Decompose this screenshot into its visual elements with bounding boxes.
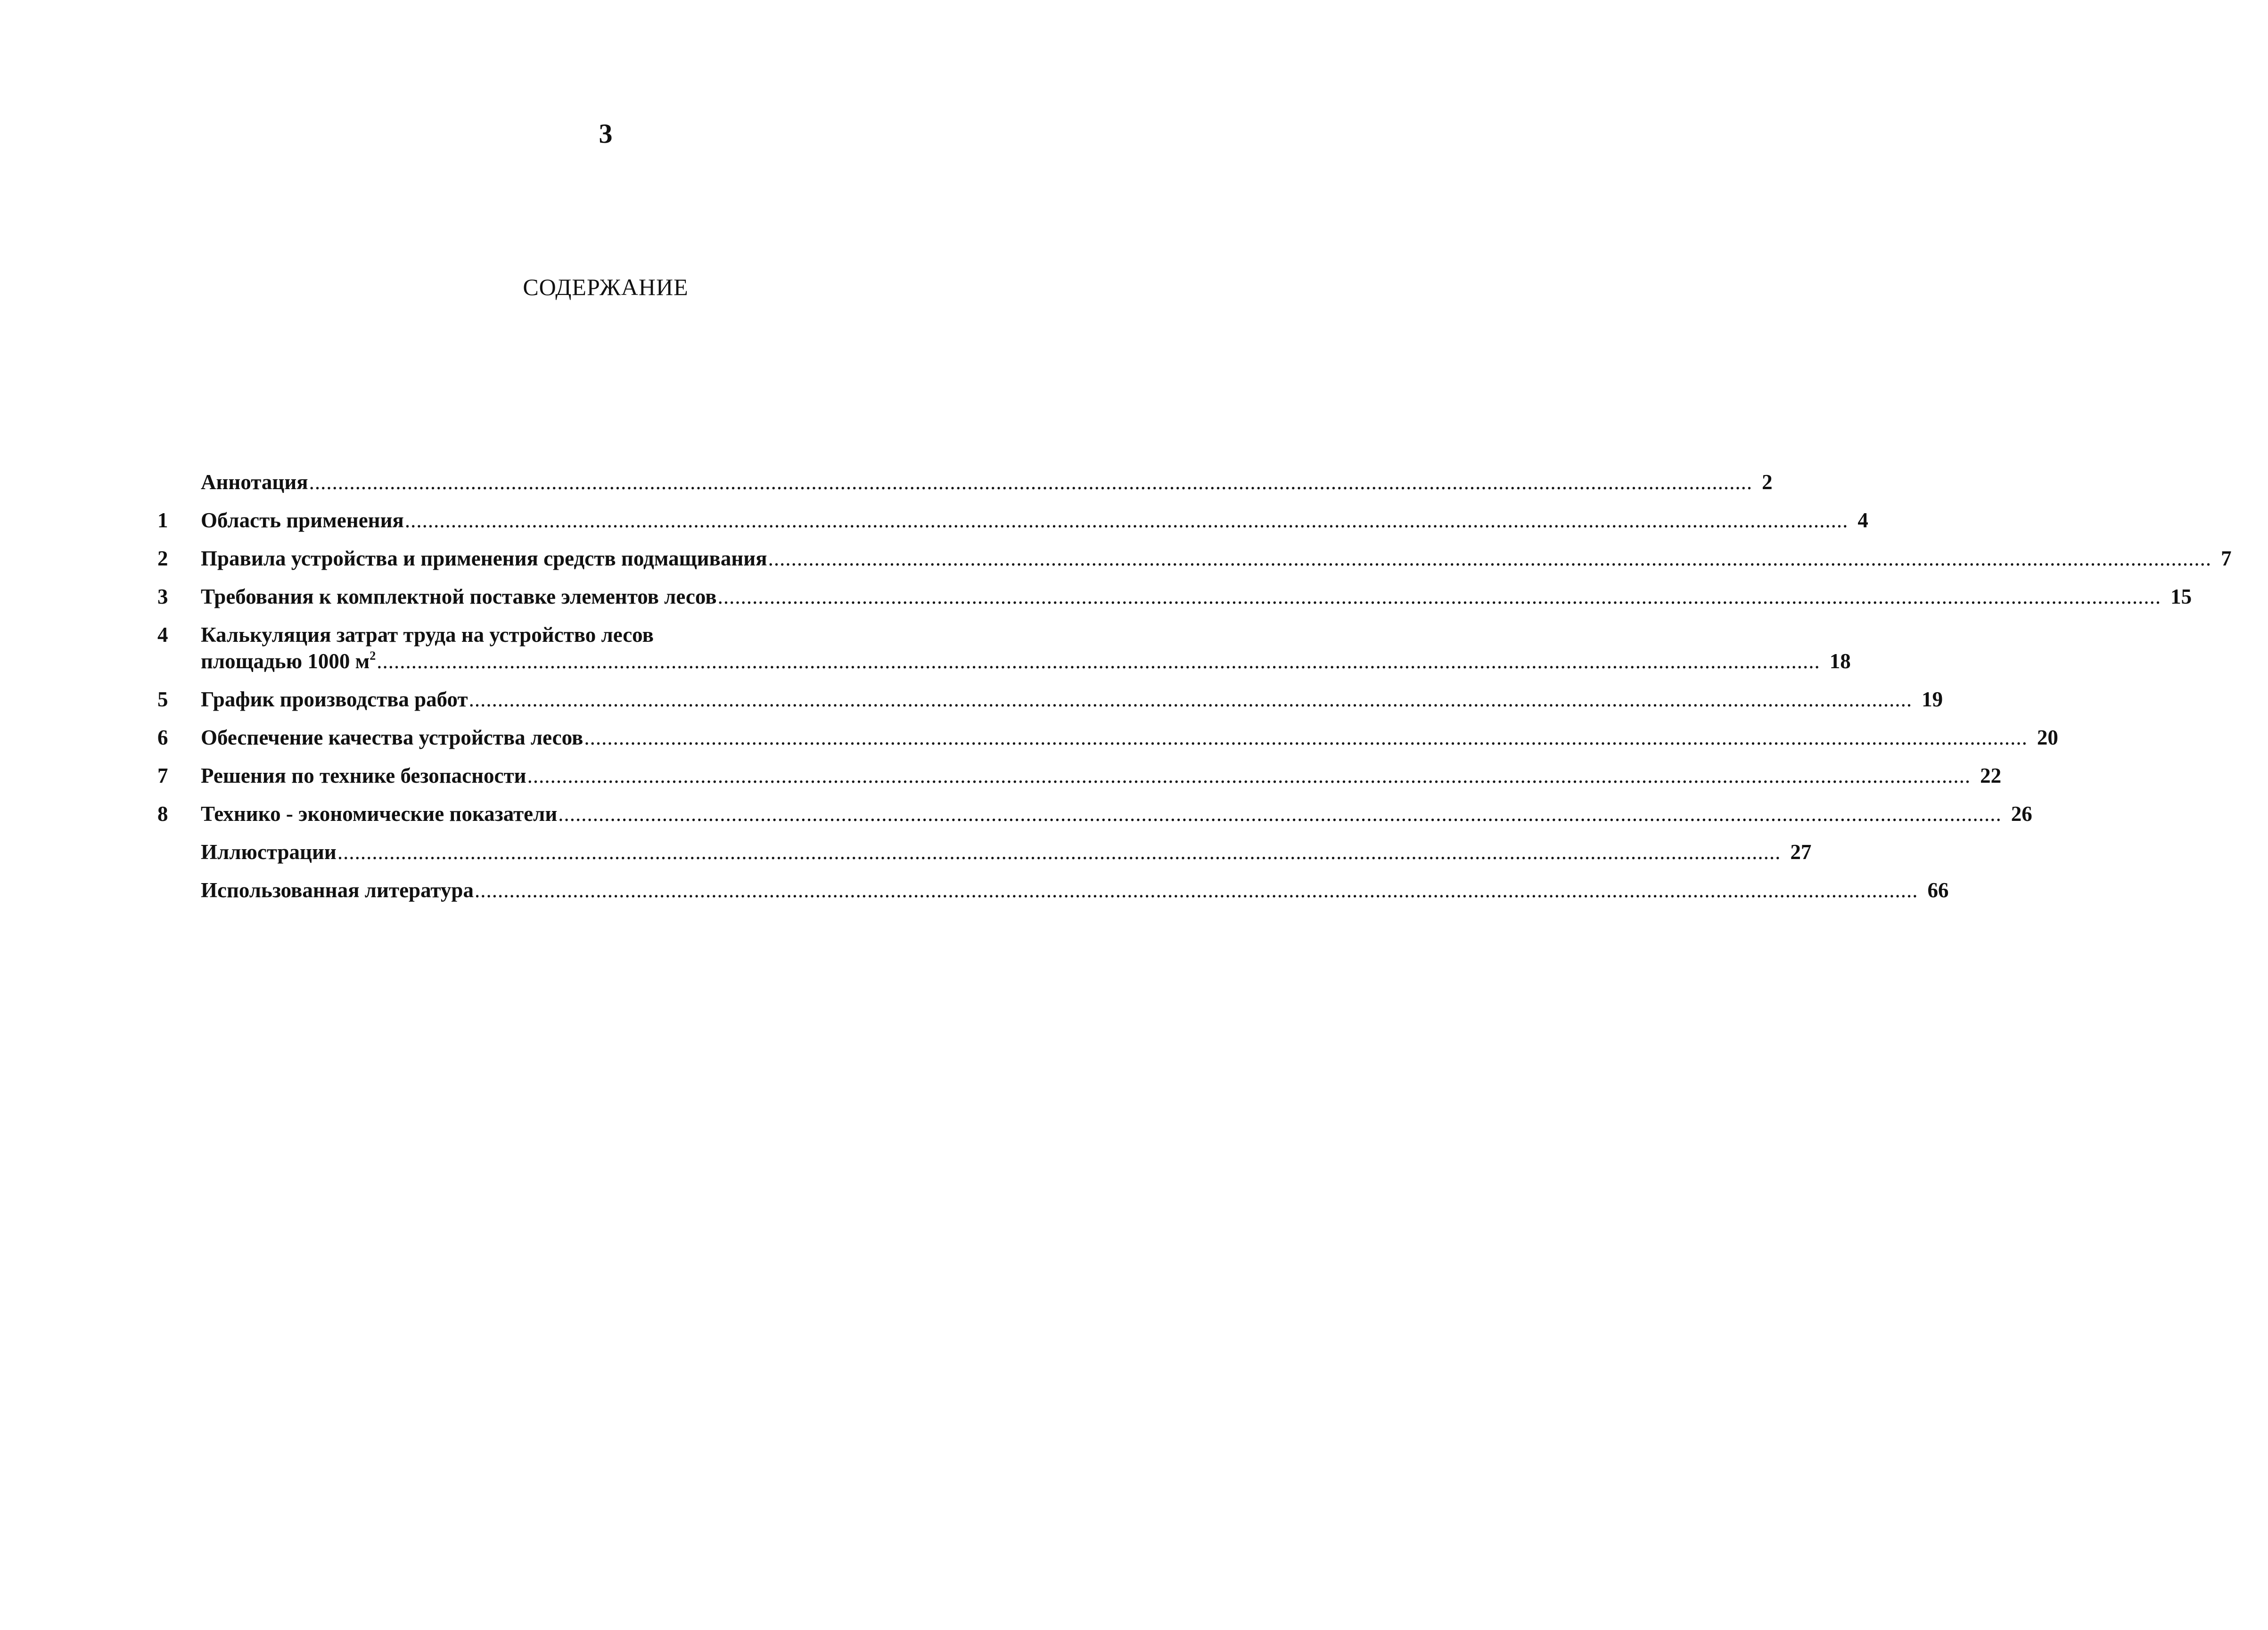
page-title: СОДЕРЖАНИЕ	[523, 274, 689, 300]
toc-entry-8[interactable]	[156, 801, 2032, 827]
toc-entry-number: 7	[157, 764, 168, 787]
toc-leader-dots	[309, 469, 1753, 495]
toc-entry-number: 6	[157, 726, 168, 749]
toc-entry-title: Использованная литература	[201, 878, 474, 902]
toc-entry-title: Область применения	[201, 508, 404, 532]
toc-entry-page: 26	[2011, 802, 2032, 826]
toc-entry-annotation[interactable]	[156, 469, 1773, 495]
toc-entry-5[interactable]	[156, 686, 1943, 713]
superscript-2: 2	[370, 649, 376, 663]
toc-entry-6[interactable]	[156, 724, 2058, 751]
toc-leader-dots	[768, 545, 2212, 572]
toc-entry-illustrations[interactable]	[156, 839, 1812, 865]
toc-entry-number: 4	[157, 623, 168, 647]
toc-entry-page: 18	[1829, 649, 1851, 673]
toc-entry-3[interactable]	[156, 583, 2192, 610]
toc-leader-dots	[558, 801, 2002, 827]
toc-leader-dots	[469, 686, 1913, 713]
toc-entry-2[interactable]	[156, 545, 2232, 572]
toc-entry-page: 20	[2037, 726, 2058, 749]
toc-entry-references[interactable]	[156, 877, 1949, 903]
toc-leader-dots	[718, 583, 2161, 610]
toc-entry-title: Аннотация	[201, 470, 308, 494]
toc-entry-page: 15	[2170, 585, 2192, 608]
toc-entry-page: 7	[2221, 547, 2232, 570]
toc-entry-title: Требования к комплектной поставке элементов лесов	[201, 585, 717, 608]
toc-entry-title: Иллюстрации	[201, 840, 337, 864]
toc-leader-dots	[527, 762, 1971, 789]
table-of-contents	[156, 469, 2232, 915]
toc-entry-title: Обеспечение качества устройства лесов	[201, 726, 583, 749]
toc-entry-title: Правила устройства и применения средств подмащивания	[201, 547, 767, 570]
toc-entry-page: 66	[1927, 878, 1949, 902]
toc-entry-title: Решения по технике безопасности	[201, 764, 526, 787]
toc-entry-number: 1	[157, 508, 168, 532]
toc-entry-page: 4	[1857, 508, 1868, 532]
toc-entry-number: 3	[157, 585, 168, 608]
toc-entry-page: 2	[1762, 470, 1773, 494]
toc-entry-1[interactable]	[156, 507, 1868, 533]
toc-entry-title: Технико - экономические показатели	[201, 802, 558, 826]
toc-entry-title-line-2: площадью 1000 $м^2$	[201, 649, 376, 673]
toc-leader-dots	[405, 507, 1849, 533]
toc-leader-dots	[475, 877, 1918, 903]
toc-entry-page: 22	[1980, 764, 2002, 787]
toc-leader-dots	[337, 839, 1781, 865]
toc-entry-title: График производства работ	[201, 688, 468, 711]
toc-entry-number: 2	[157, 547, 168, 570]
page-number: 3	[599, 118, 613, 149]
toc-entry-page: 27	[1790, 840, 1812, 864]
toc-entry-number: 5	[157, 688, 168, 711]
toc-entry-4[interactable]	[156, 622, 1851, 674]
toc-leader-dots	[377, 648, 1820, 674]
toc-entry-7[interactable]	[156, 762, 2002, 789]
toc-entry-page: 19	[1922, 688, 1943, 711]
toc-entry-number: 8	[157, 802, 168, 826]
toc-entry-title-line-1: Калькуляция затрат труда на устройство лесов	[201, 623, 654, 647]
toc-leader-dots	[584, 724, 2028, 751]
